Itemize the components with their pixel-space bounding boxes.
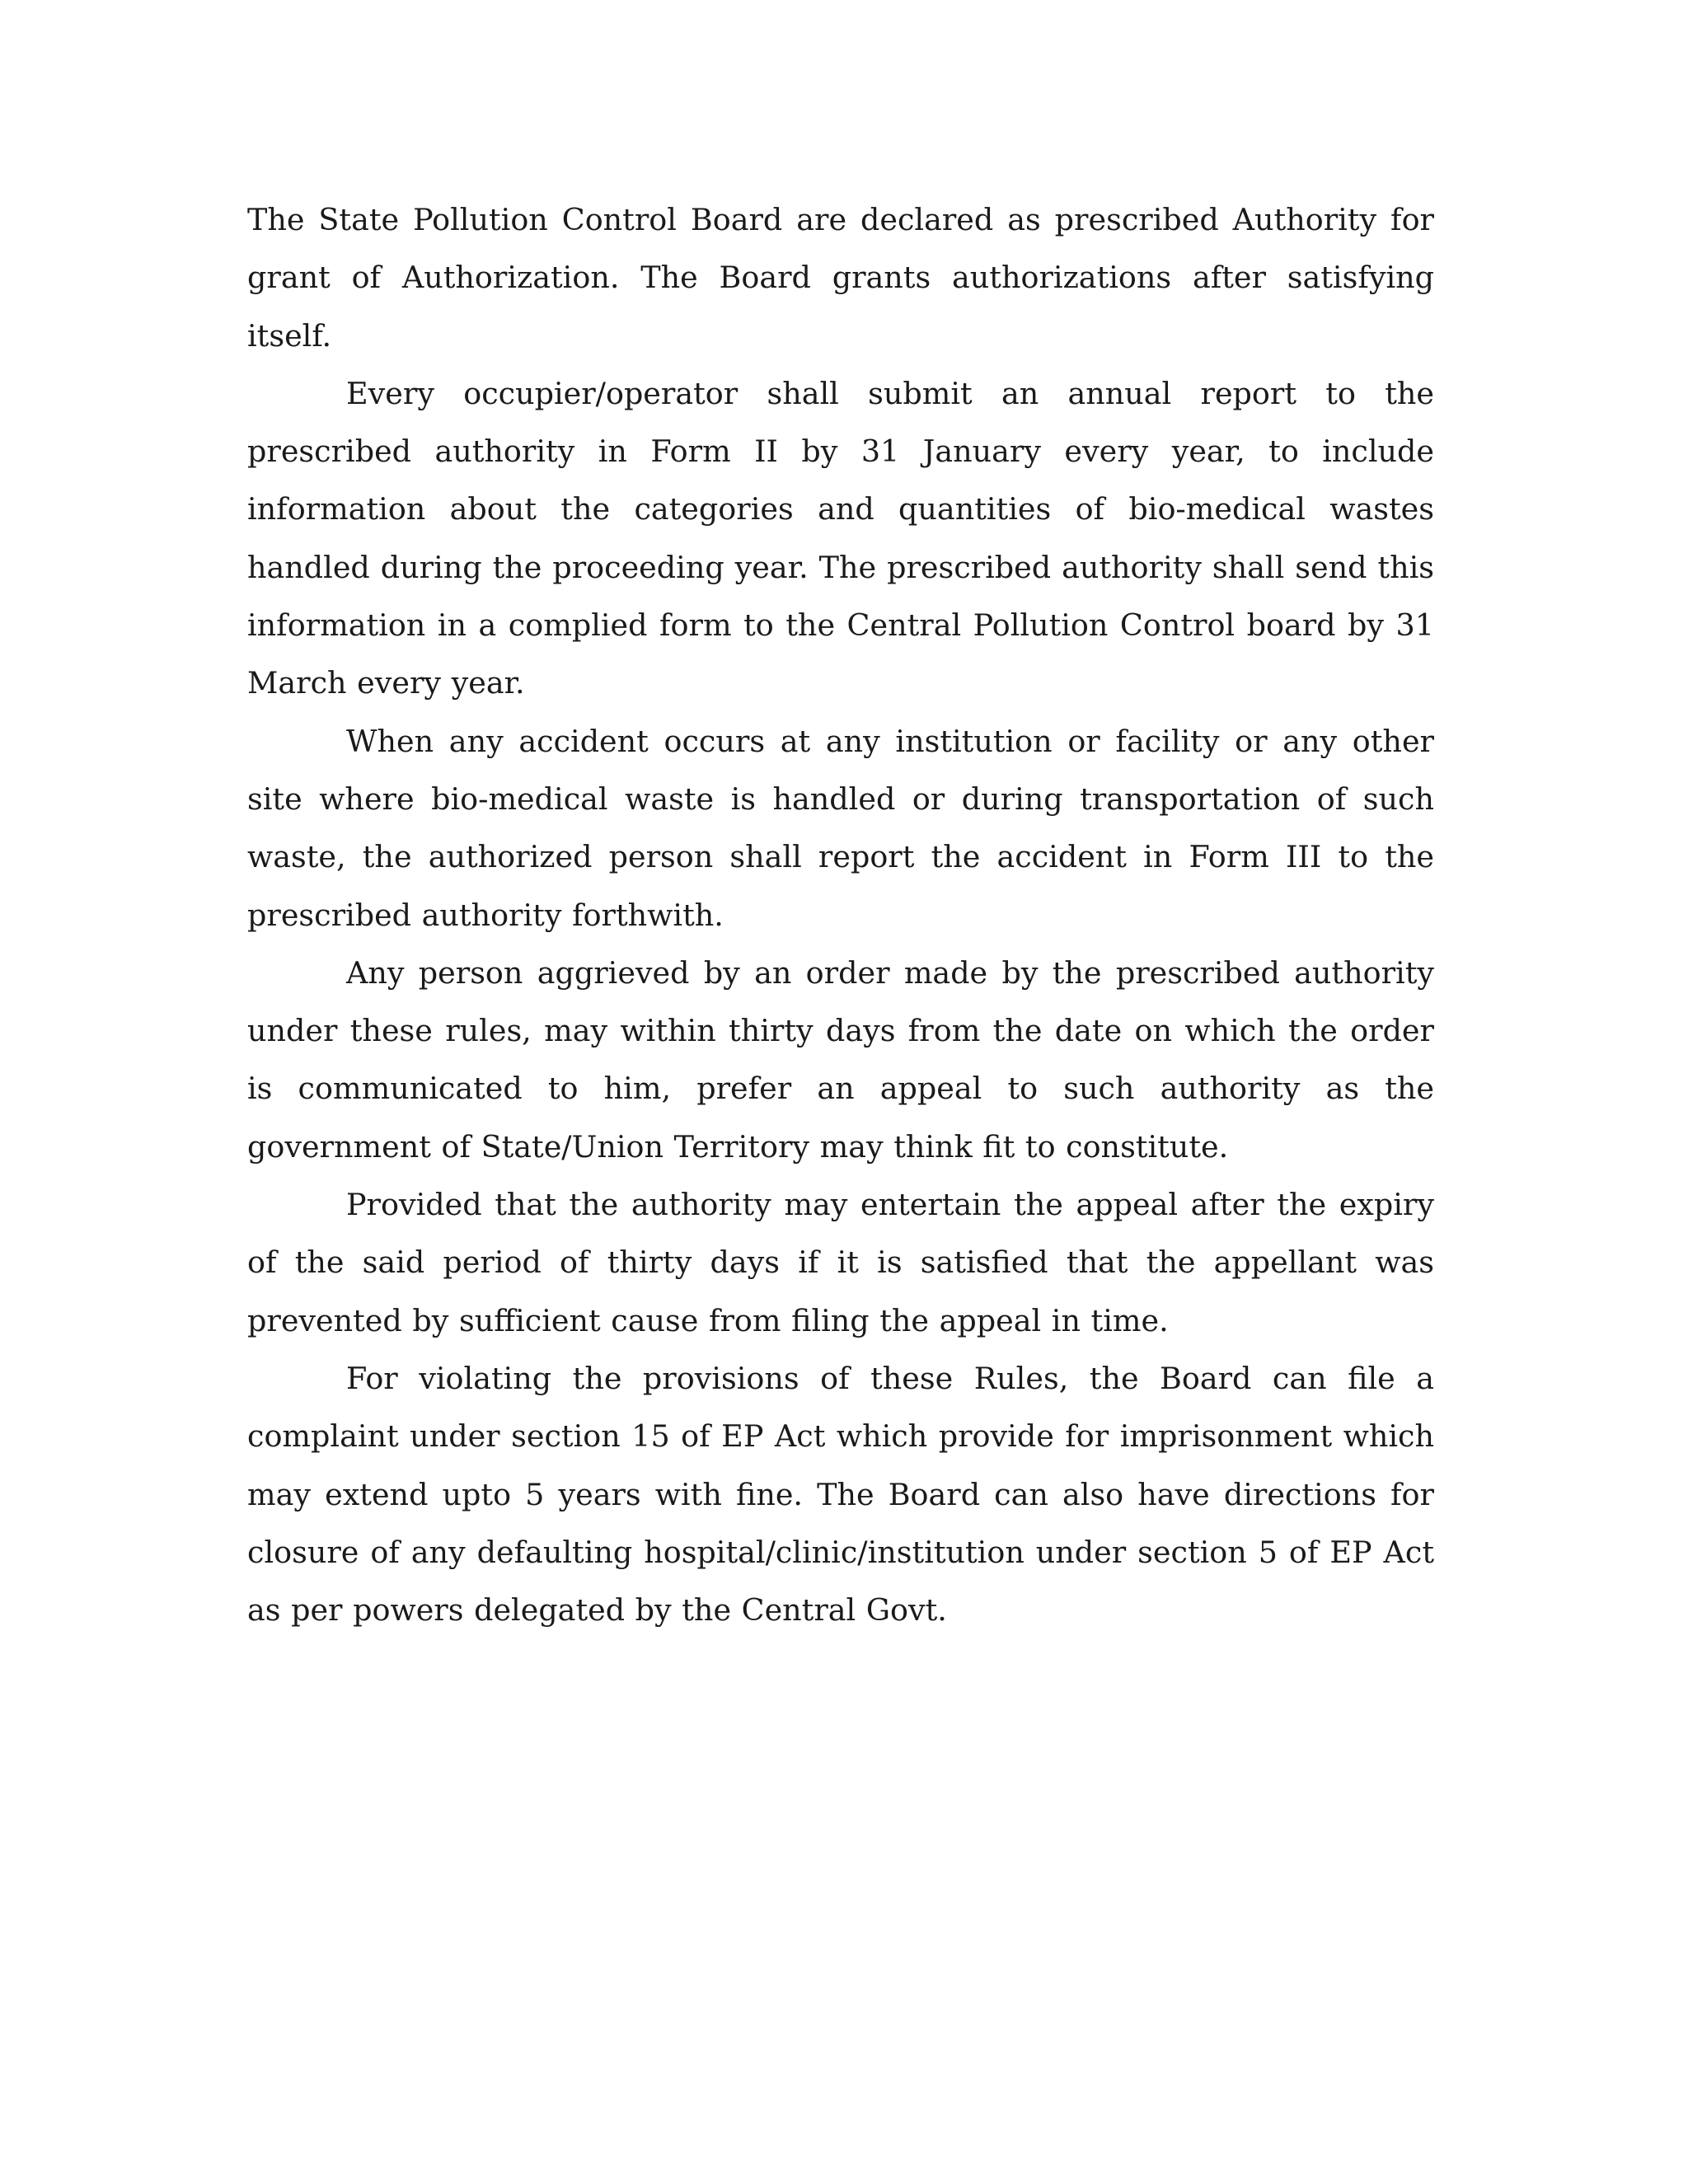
paragraph-annual-report: Every occupier/operator shall submit an annual report to the prescribed authority in Form II by 31 January every year, to include information about the categories and quantities of bio-medical wastes handled during the proceeding year. The prescribed authority shall send this information in a complied form to the Central Pollution Control board by 31 March every year. <box>247 375 1434 701</box>
paragraph-authorization: The State Pollution Control Board are declared as prescribed Authority for grant of Authorization. The Board grants authorizations after satisfying itself. <box>247 202 1434 354</box>
document-body <box>247 191 1434 1639</box>
paragraph-penalties: For violating the provisions of these Rules, the Board can file a complaint under section 15 of EP Act which provide for imprisonment which may extend upto 5 years with fine. The Board can also have directions for closure of any defaulting hospital/clinic/institution under section 5 of EP Act as per powers delegated by the Central Govt. <box>247 1360 1434 1629</box>
paragraph-appeal-proviso: Provided that the authority may entertain the appeal after the expiry of the said period of thirty days if it is satisfied that the appellant was prevented by sufficient cause from filing the appeal in time. <box>247 1187 1434 1338</box>
paragraph-appeal: Any person aggrieved by an order made by the prescribed authority under these rules, may within thirty days from the date on which the order is communicated to him, prefer an appeal to such authority as the government of State/Union Territory may think fit to constitute. <box>247 954 1434 1165</box>
paragraph-accident-reporting: When any accident occurs at any institution or facility or any other site where bio-medical waste is handled or during transportation of such waste, the authorized person shall report the accident in Form III to the prescribed authority forthwith. <box>247 723 1434 933</box>
